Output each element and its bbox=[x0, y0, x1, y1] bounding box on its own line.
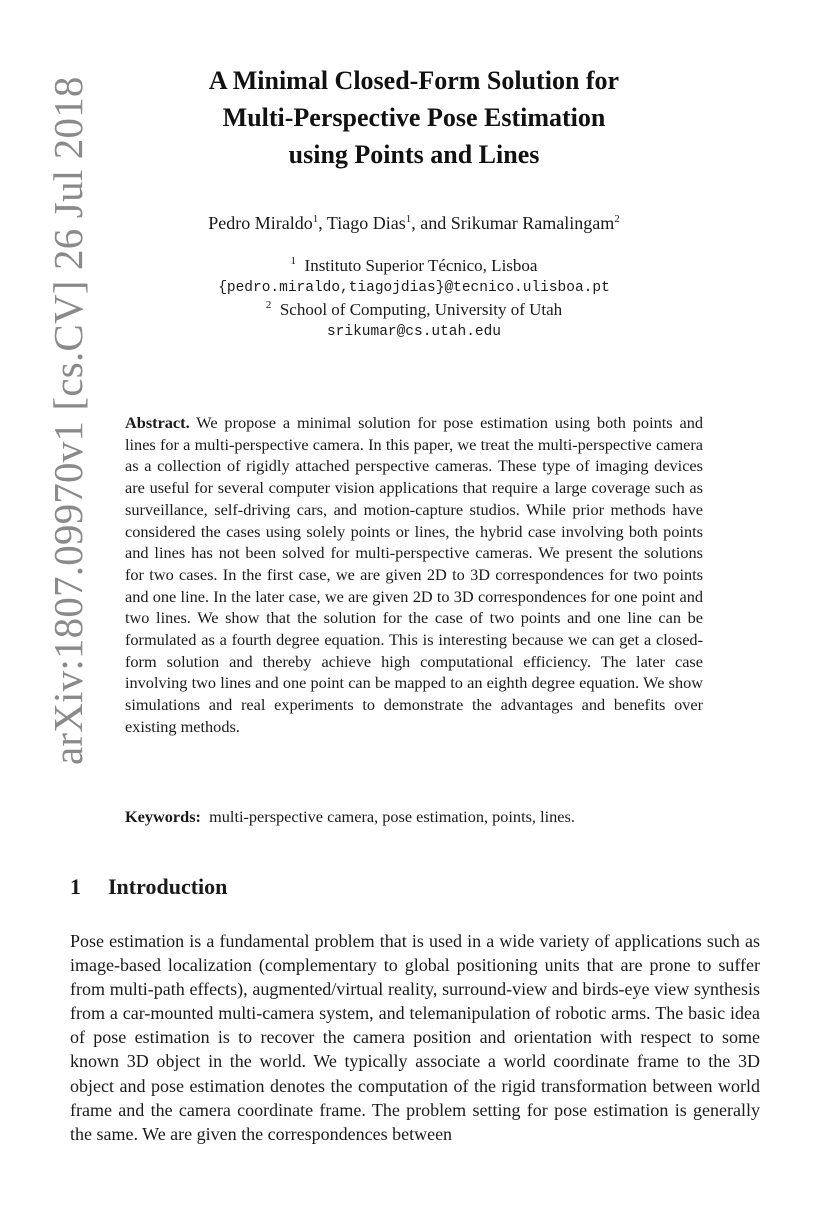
title-line-3: using Points and Lines bbox=[288, 140, 540, 169]
keywords bbox=[125, 806, 725, 828]
author-list bbox=[100, 210, 728, 236]
paper-title bbox=[100, 62, 728, 173]
title-line-2: Multi-Perspective Pose Estimation bbox=[222, 103, 606, 132]
abstract-label: Abstract. bbox=[125, 413, 190, 432]
author-affiliation-mark: 1 bbox=[405, 213, 412, 225]
affiliation-name: School of Computing, University of Utah bbox=[279, 300, 563, 319]
title-line-1: A Minimal Closed-Form Solution for bbox=[208, 66, 620, 95]
author-name: Srikumar Ramalingam bbox=[450, 213, 615, 233]
keywords-text: multi-perspective camera, pose estimation, points, lines. bbox=[209, 807, 575, 826]
author-separator: , and bbox=[411, 213, 451, 233]
affiliation-2-email[interactable]: srikumar@cs.utah.edu bbox=[326, 324, 502, 340]
abstract-text: We propose a minimal solution for pose estimation using both points and lines for a multi-perspective camera. In this paper, we treat the multi-perspective camera as a collection of rigidly attached perspective cameras. These type of imaging devices are useful for several computer vision applications that require a large coverage such as surveillance, self-driving cars, and motion-capture studios. While prior methods have considered the cases using solely points or lines, the hybrid case involving both points and lines has not been solved for multi-perspective cameras. We present the solutions for two cases. In the first case, we are given 2D to 3D correspondences for two points and one line. In the later case, we are given 2D to 3D correspondences for one point and two lines. We show that the solution for the case of two points and one line can be formulated as a fourth degree equation. This is interesting because we can get a closed-form solution and thereby achieve high computational efficiency. The later case involving two lines and one point can be mapped to an eighth degree equation. We show simulations and real experiments to demonstrate the advantages and benefits over existing methods. bbox=[125, 413, 703, 736]
author-affiliation-mark: 1 bbox=[312, 213, 319, 225]
author-affiliation-mark: 2 bbox=[614, 213, 620, 225]
section-heading bbox=[70, 873, 227, 901]
body-paragraph: Pose estimation is a fundamental problem that is used in a wide variety of applications such as image-based localization (complementary to global positioning units that are prone to suffer from multi-path effects), augmented/virtual reality, surround-view and birds-eye view synthesis from a car-mounted multi-camera system, and telemanipulation of robotic arms. The basic idea of pose estimation is to recover the camera position and orientation with respect to some known 3D object in the world. We typically associate a world coordinate frame to the 3D object and pose estimation denotes the computation of the rigid transformation between world frame and the camera coordinate frame. The problem setting for pose estimation is generally the same. We are given the correspondences between bbox=[70, 931, 760, 1144]
author-name: Pedro Miraldo bbox=[208, 213, 313, 233]
keywords-label: Keywords: bbox=[125, 807, 201, 826]
affiliation-mark: 1 bbox=[290, 255, 297, 267]
section-number: 1 bbox=[70, 874, 81, 899]
affiliation-1 bbox=[100, 255, 728, 277]
affiliation-name: Instituto Superior Técnico, Lisboa bbox=[304, 256, 538, 275]
section-title: Introduction bbox=[108, 874, 228, 899]
abstract bbox=[125, 412, 703, 738]
affiliation-mark: 2 bbox=[265, 299, 272, 311]
arxiv-identifier: arXiv:1807.09970v1 [cs.CV] 26 Jul 2018 bbox=[45, 76, 91, 765]
affiliations bbox=[100, 255, 728, 343]
author-name: Tiago Dias bbox=[326, 213, 406, 233]
affiliation-2 bbox=[100, 299, 728, 321]
affiliation-1-email[interactable]: {pedro.miraldo,tiagojdias}@tecnico.ulisboa.pt bbox=[218, 280, 610, 296]
author-separator: , bbox=[318, 213, 327, 233]
